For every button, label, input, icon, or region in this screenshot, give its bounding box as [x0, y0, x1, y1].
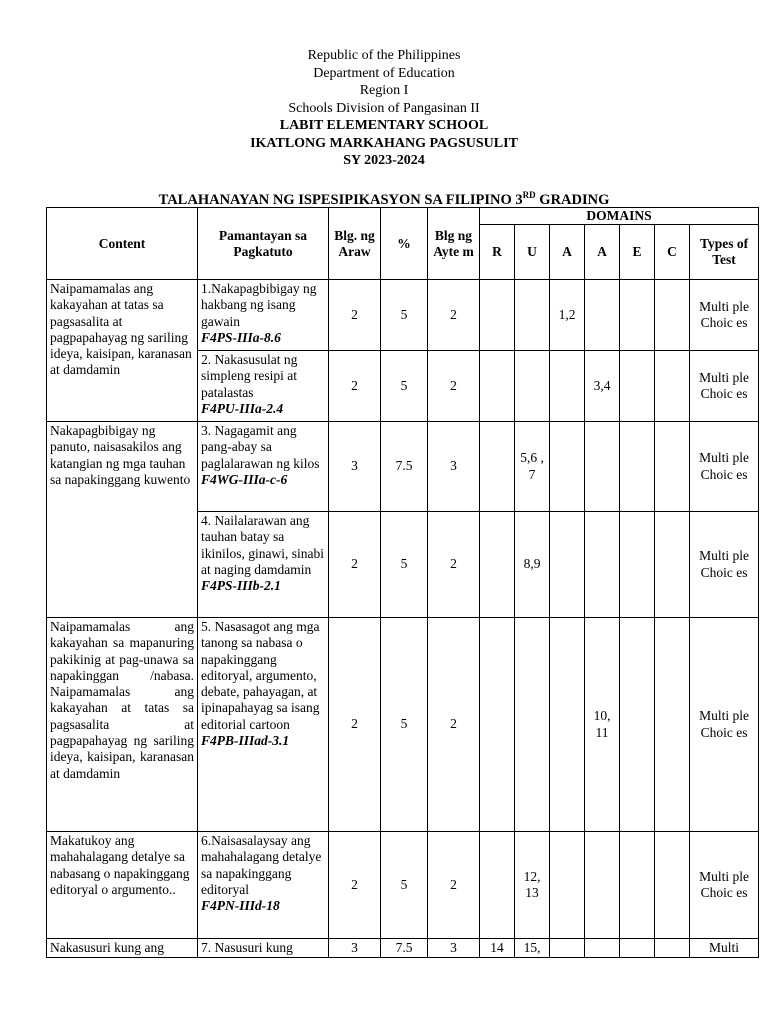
- pamantayan-text: 3. Nagagamit ang pang-abay sa paglalarawan ng kilos: [201, 423, 320, 471]
- domain-r-cell: [480, 351, 515, 422]
- aytem-cell: 2: [428, 618, 480, 832]
- pamantayan-cell: [198, 618, 329, 832]
- araw-cell: 2: [329, 618, 381, 832]
- header-republic: Republic of the Philippines: [307, 48, 461, 63]
- table-row: [47, 939, 759, 958]
- aytem-cell: 2: [428, 512, 480, 618]
- percent-cell: 7.5: [381, 939, 428, 958]
- domain-u-cell: [515, 280, 550, 351]
- domain-c-cell: [655, 422, 690, 512]
- specification-table: [46, 207, 759, 958]
- domain-a1-cell: [550, 351, 585, 422]
- domain-e-cell: [620, 351, 655, 422]
- header-school-year: SY 2023-2024: [343, 153, 425, 168]
- header-region: Region I: [359, 83, 409, 98]
- domain-r-cell: [480, 618, 515, 832]
- domain-a2-cell: 3,4: [585, 351, 620, 422]
- domain-u-cell: 15,: [515, 939, 550, 958]
- types-of-test-cell: Multi: [690, 939, 759, 958]
- pamantayan-cell: [198, 280, 329, 351]
- content-cell: Naipamamalas ang kakayahan at tatas sa pagsasalita at pagpapahayag ng sariling ideya, kaisipan, karanasan at damdamin: [47, 280, 198, 422]
- pamantayan-cell: [198, 832, 329, 939]
- header-blg-aytem: Blg ng Ayte m: [428, 208, 480, 280]
- pamantayan-cell: [198, 512, 329, 618]
- domain-r-cell: [480, 422, 515, 512]
- percent-cell: 5: [381, 351, 428, 422]
- percent-cell: 5: [381, 512, 428, 618]
- table-title-superscript: RD: [522, 190, 536, 200]
- document-header: [0, 47, 768, 170]
- header-division: Schools Division of Pangasinan II: [288, 100, 480, 116]
- table-row: [47, 422, 759, 512]
- table-title: [0, 190, 768, 209]
- domain-a1-cell: [550, 832, 585, 939]
- header-pamantayan: Pamantayan sa Pagkatuto: [198, 208, 329, 280]
- araw-cell: 2: [329, 351, 381, 422]
- araw-cell: 3: [329, 939, 381, 958]
- pamantayan-text: 4. Nailalarawan ang tauhan batay sa ikinilos, ginawi, sinabi at naging damdamin: [201, 513, 324, 577]
- header-content: Content: [47, 208, 198, 280]
- pamantayan-text: 5. Nasasagot ang mga tanong sa nabasa o napakinggang editoryal, argumento, debate, pahayagan, at ipinapahayag sa isang editorial cartoon: [201, 619, 320, 732]
- domain-u-cell: [515, 351, 550, 422]
- aytem-cell: 3: [428, 422, 480, 512]
- domain-r-cell: 14: [480, 939, 515, 958]
- header-school: LABIT ELEMENTARY SCHOOL: [279, 118, 489, 133]
- pamantayan-cell: [198, 422, 329, 512]
- header-domain-a1: A: [550, 225, 585, 280]
- pamantayan-cell: [198, 939, 329, 958]
- araw-cell: 2: [329, 512, 381, 618]
- araw-cell: 3: [329, 422, 381, 512]
- types-of-test-cell: Multi ple Choic es: [690, 422, 759, 512]
- competency-code: F4PB-IIIad-3.1: [201, 733, 290, 749]
- types-of-test-cell: Multi ple Choic es: [690, 512, 759, 618]
- domain-e-cell: [620, 832, 655, 939]
- domain-r-cell: [480, 512, 515, 618]
- header-domain-e: E: [620, 225, 655, 280]
- domain-a1-cell: [550, 939, 585, 958]
- table-title-main: TALAHANAYAN NG ISPESIPIKASYON SA FILIPINO 3: [158, 191, 523, 208]
- domain-a1-cell: [550, 422, 585, 512]
- pamantayan-cell: [198, 351, 329, 422]
- domain-a2-cell: 10, 11: [585, 618, 620, 832]
- domain-u-cell: 8,9: [515, 512, 550, 618]
- domain-e-cell: [620, 280, 655, 351]
- percent-cell: 5: [381, 280, 428, 351]
- header-department: Department of Education: [313, 65, 455, 81]
- competency-code: F4PN-IIId-18: [201, 898, 280, 914]
- table-row: [47, 618, 759, 832]
- pamantayan-text: 1.Nakapagbibigay ng hakbang ng isang gawain: [201, 281, 317, 329]
- aytem-cell: 2: [428, 280, 480, 351]
- competency-code: F4WG-IIIa-c-6: [201, 471, 288, 487]
- domain-a2-cell: [585, 512, 620, 618]
- content-cell: Nakasusuri kung ang: [47, 939, 198, 958]
- domain-e-cell: [620, 939, 655, 958]
- header-domain-u: U: [515, 225, 550, 280]
- domain-a1-cell: [550, 618, 585, 832]
- header-domains: DOMAINS: [480, 208, 759, 225]
- domain-a2-cell: [585, 939, 620, 958]
- percent-cell: 5: [381, 832, 428, 939]
- domain-a2-cell: [585, 280, 620, 351]
- types-of-test-cell: Multi ple Choic es: [690, 351, 759, 422]
- aytem-cell: 3: [428, 939, 480, 958]
- header-domain-a2: A: [585, 225, 620, 280]
- pamantayan-text: 2. Nakasusulat ng simpleng resipi at patalastas: [201, 352, 298, 400]
- header-blg-araw: Blg. ng Araw: [329, 208, 381, 280]
- domain-u-cell: 5,6 , 7: [515, 422, 550, 512]
- content-cell: Makatukoy ang mahahalagang detalye sa nabasang o napakinggang editoryal o argumento..: [47, 832, 198, 939]
- header-percent: %: [381, 208, 428, 280]
- domain-a1-cell: 1,2: [550, 280, 585, 351]
- domain-c-cell: [655, 618, 690, 832]
- percent-cell: 7.5: [381, 422, 428, 512]
- domain-r-cell: [480, 832, 515, 939]
- types-of-test-cell: Multi ple Choic es: [690, 832, 759, 939]
- pamantayan-text: 7. Nasusuri kung: [201, 940, 293, 955]
- domain-e-cell: [620, 512, 655, 618]
- domain-r-cell: [480, 280, 515, 351]
- competency-code: F4PS-IIIa-8.6: [201, 329, 281, 345]
- domain-c-cell: [655, 280, 690, 351]
- domain-e-cell: [620, 422, 655, 512]
- header-types-of-test: Types of Test: [690, 225, 759, 280]
- domain-a2-cell: [585, 832, 620, 939]
- domain-e-cell: [620, 618, 655, 832]
- percent-cell: 5: [381, 618, 428, 832]
- types-of-test-cell: Multi ple Choic es: [690, 280, 759, 351]
- domain-u-cell: 12, 13: [515, 832, 550, 939]
- table-row: [47, 832, 759, 939]
- domain-a2-cell: [585, 422, 620, 512]
- table-title-tail: GRADING: [535, 191, 610, 208]
- content-cell: Nakapagbibigay ng panuto, naisasakilos ang katangian ng mga tauhan sa napakinggang kuwento: [47, 422, 198, 618]
- types-of-test-cell: Multi ple Choic es: [690, 618, 759, 832]
- aytem-cell: 2: [428, 351, 480, 422]
- domain-c-cell: [655, 512, 690, 618]
- araw-cell: 2: [329, 280, 381, 351]
- competency-code: F4PS-IIIb-2.1: [201, 578, 281, 594]
- araw-cell: 2: [329, 832, 381, 939]
- pamantayan-text: 6.Naisasalaysay ang mahahalagang detalye sa napakinggang editoryal: [201, 833, 322, 897]
- content-cell: Naipamamalas ang kakayahan sa mapanuring pakikinig at pag-unawa sa napakinggan /nabasa. Naipamamalas ang kakayahan at tatas sa pagsasalita at pagpapahayag ng sariling ideya, kaisipan, karanasan at damdamin: [47, 618, 198, 832]
- domain-c-cell: [655, 832, 690, 939]
- header-domain-c: C: [655, 225, 690, 280]
- header-exam-title: IKATLONG MARKAHANG PAGSUSULIT: [250, 135, 518, 151]
- competency-code: F4PU-IIIa-2.4: [201, 400, 284, 416]
- header-domain-r: R: [480, 225, 515, 280]
- domain-u-cell: [515, 618, 550, 832]
- aytem-cell: 2: [428, 832, 480, 939]
- domain-c-cell: [655, 351, 690, 422]
- domain-a1-cell: [550, 512, 585, 618]
- table-row: [47, 280, 759, 351]
- domain-c-cell: [655, 939, 690, 958]
